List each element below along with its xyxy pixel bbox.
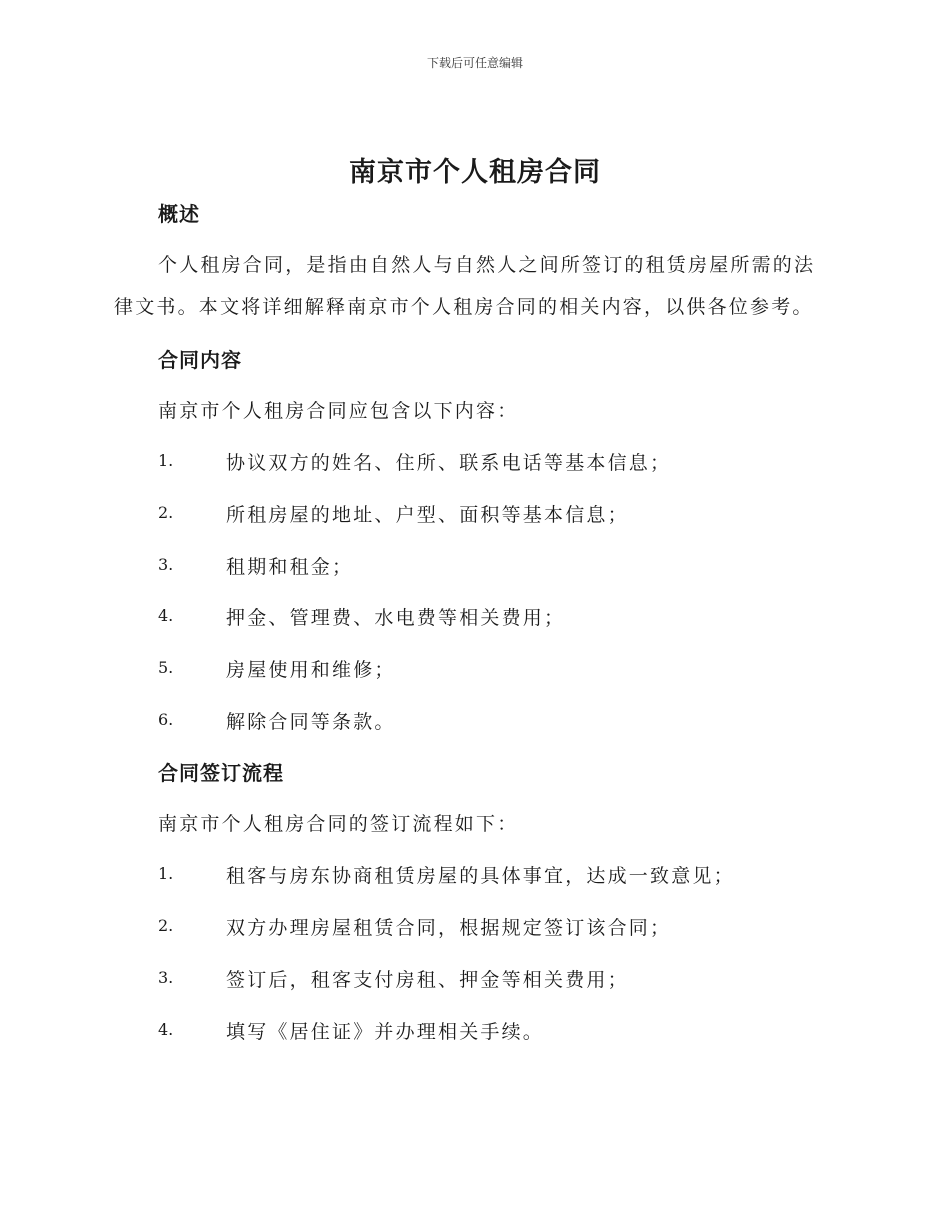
content-list-item-number: 6. <box>158 710 174 729</box>
process-list-item-text: 双方办理房屋租赁合同，根据规定签订该合同； <box>226 917 672 939</box>
content-list-item-text: 协议双方的姓名、住所、联系电话等基本信息； <box>226 452 672 474</box>
header-note: 下载后可任意编辑 <box>426 56 523 70</box>
process-list-item-text: 填写《居住证》并办理相关手续。 <box>226 1021 545 1043</box>
content-list-item-number: 4. <box>158 606 174 625</box>
content-list-item-text: 租期和租金； <box>226 556 354 578</box>
section-heading-overview: 概述 <box>158 202 200 226</box>
process-list-item-number: 3. <box>158 968 174 987</box>
process-list-item-number: 2. <box>158 916 174 935</box>
process-list-item-number: 4. <box>158 1020 174 1039</box>
process-list-item-text: 租客与房东协商租赁房屋的具体事宜，达成一致意见； <box>226 865 735 887</box>
overview-paragraph-line-2: 律文书。本文将详细解释南京市个人租房合同的相关内容，以供各位参考。 <box>114 296 814 318</box>
content-list-item-number: 1. <box>158 451 174 470</box>
section-heading-content: 合同内容 <box>158 348 242 372</box>
section-heading-process: 合同签订流程 <box>158 761 284 785</box>
content-list-item-text: 押金、管理费、水电费等相关费用； <box>226 607 566 629</box>
overview-paragraph-line-1: 个人租房合同，是指由自然人与自然人之间所签订的租赁房屋所需的法 <box>158 254 816 276</box>
content-list-item-text: 所租房屋的地址、户型、面积等基本信息； <box>226 504 629 526</box>
process-list-item-text: 签订后，租客支付房租、押金等相关费用； <box>226 969 629 991</box>
content-list-item-text: 解除合同等条款。 <box>226 711 396 733</box>
process-list-item-number: 1. <box>158 864 174 883</box>
content-list-item-number: 5. <box>158 658 174 677</box>
process-intro: 南京市个人租房合同的签订流程如下： <box>158 813 519 835</box>
content-list-item-text: 房屋使用和维修； <box>226 659 396 681</box>
document-title: 南京市个人租房合同 <box>349 157 601 188</box>
content-list-item-number: 3. <box>158 555 174 574</box>
content-list-item-number: 2. <box>158 503 174 522</box>
content-intro: 南京市个人租房合同应包含以下内容： <box>158 400 519 422</box>
